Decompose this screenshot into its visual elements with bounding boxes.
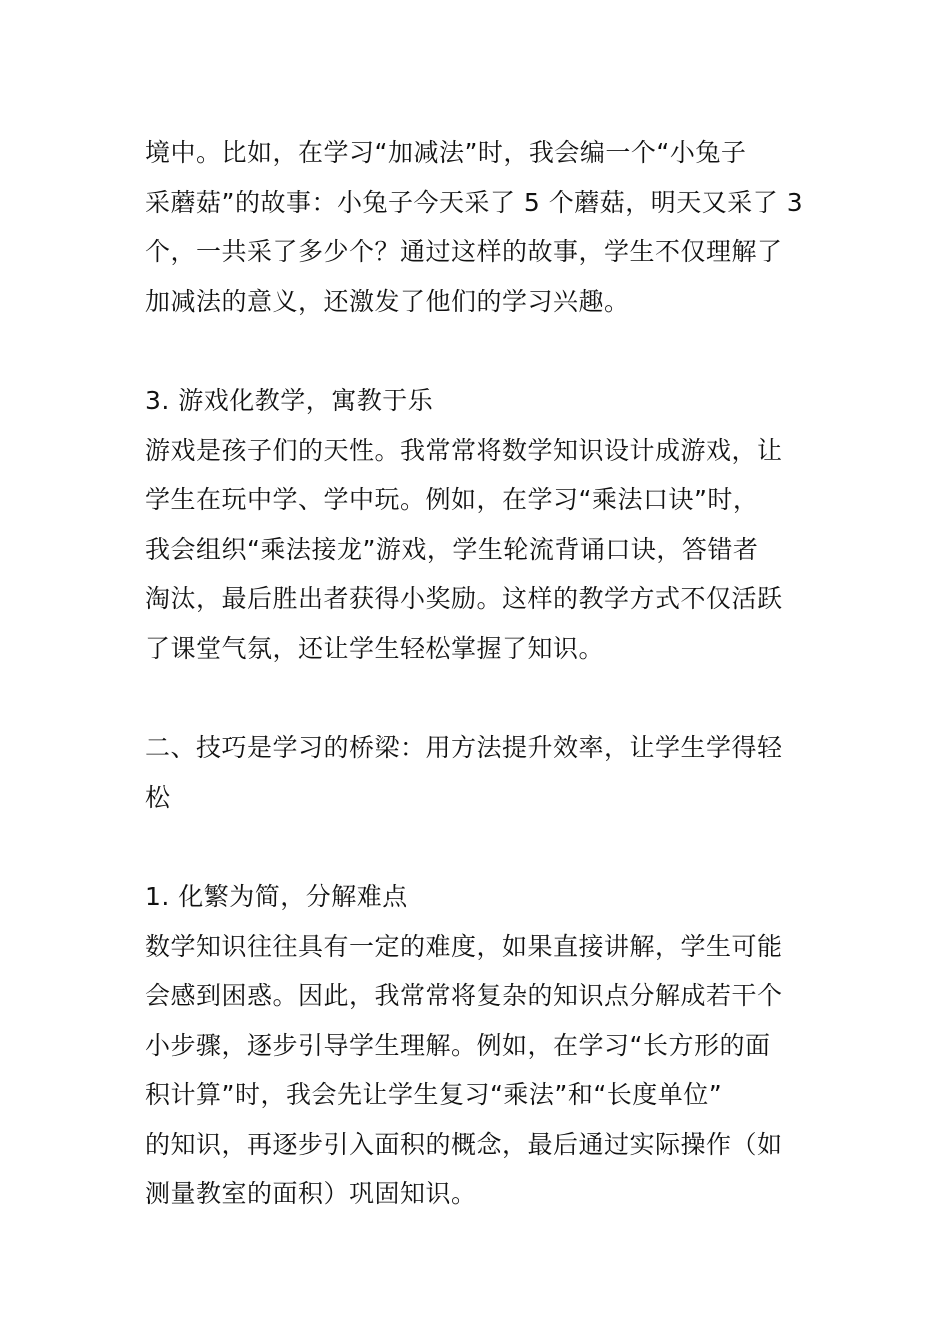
- text-line: 采蘑菇”的故事：小兔子今天采了 5 个蘑菇，明天又采了 3: [145, 187, 804, 217]
- heading-text: 1. 化繁为简，分解难点: [145, 881, 408, 911]
- text-line: 个，一共采了多少个？通过这样的故事，学生不仅理解了: [145, 237, 783, 267]
- text-line: 我会组织“乘法接龙”游戏，学生轮流背诵口诀，答错者: [145, 534, 759, 564]
- heading-text: 二、技巧是学习的桥梁：用方法提升效率，让学生学得轻: [145, 733, 783, 763]
- paragraph-game-teaching: [145, 426, 810, 674]
- text-line: 境中。比如，在学习“加减法”时，我会编一个“小兔子: [145, 138, 747, 167]
- text-line: 加减法的意义，还激发了他们的学习兴趣。: [145, 286, 630, 316]
- text-line: 淘汰，最后胜出者获得小奖励。这样的教学方式不仅活跃: [145, 584, 783, 614]
- text-line: 游戏是孩子们的天性。我常常将数学知识设计成游戏，让: [145, 435, 783, 465]
- paragraph-gap: [145, 674, 810, 724]
- section-heading-3: [145, 376, 810, 426]
- heading-text: 松: [145, 782, 171, 812]
- document-page: [145, 128, 810, 1219]
- paragraph-gap: [145, 822, 810, 872]
- text-line: 小步骤，逐步引导学生理解。例如，在学习“长方形的面: [145, 1030, 771, 1060]
- text-line: 的知识，再逐步引入面积的概念，最后通过实际操作（如: [145, 1129, 783, 1159]
- text-line: 会感到困惑。因此，我常常将复杂的知识点分解成若干个: [145, 981, 783, 1011]
- heading-text: 3. 游戏化教学，寓教于乐: [145, 385, 434, 415]
- chapter-heading-2: [145, 723, 810, 822]
- paragraph-gap: [145, 326, 810, 376]
- paragraph-story-example: [145, 128, 810, 326]
- paragraph-simplify: [145, 922, 810, 1220]
- text-line: 学生在玩中学、学中玩。例如，在学习“乘法口诀”时，: [145, 485, 759, 515]
- text-line: 了课堂气氛，还让学生轻松掌握了知识。: [145, 633, 605, 663]
- text-line: 积计算”时，我会先让学生复习“乘法”和“长度单位”: [145, 1080, 723, 1110]
- text-line: 数学知识往往具有一定的难度，如果直接讲解，学生可能: [145, 931, 783, 961]
- section-heading-1: [145, 872, 810, 922]
- text-line: 测量教室的面积）巩固知识。: [145, 1179, 477, 1209]
